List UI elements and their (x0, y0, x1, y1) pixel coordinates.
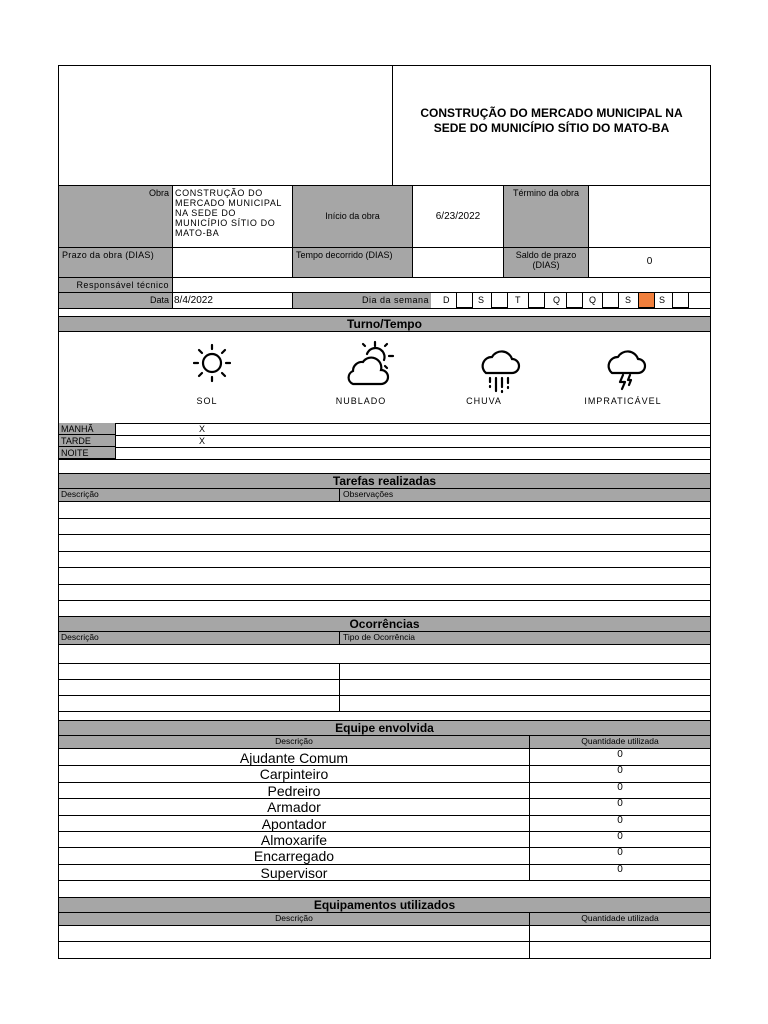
inicio-value: 6/23/2022 (435, 211, 481, 222)
weather-label: CHUVA (466, 396, 502, 406)
rain-cloud-icon[interactable] (477, 349, 521, 397)
grid-line (59, 423, 710, 424)
weekday-letter: D (443, 295, 450, 305)
grid-line (59, 711, 710, 712)
report-title (393, 106, 710, 136)
dia-semana-label: Dia da semana (361, 295, 429, 305)
grid-line (59, 644, 710, 645)
data-label: Data (149, 295, 169, 305)
dia-semana-label-cell (293, 293, 431, 308)
data-value: 8/4/2022 (174, 295, 213, 306)
responsavel-label: Responsável técnico (76, 280, 169, 290)
period-mark[interactable]: X (199, 436, 206, 446)
prazo-label-cell (59, 248, 172, 277)
termino-label-cell (504, 186, 588, 247)
grid-line (59, 584, 710, 585)
grid-line (59, 663, 710, 664)
grid-line (529, 748, 530, 881)
equipamentos-col-quantidade: Quantidade utilizada (529, 913, 710, 925)
grid-line (59, 695, 710, 696)
team-member-role: Pedreiro (267, 782, 321, 799)
data-label-cell (59, 293, 172, 308)
period-label: TARDE (59, 435, 116, 447)
weather-label: SOL (196, 396, 218, 406)
weather-label: NUBLADO (335, 396, 387, 406)
weekday-letter: T (515, 295, 521, 305)
weekday-checkbox[interactable] (672, 292, 689, 308)
team-member-qty[interactable]: 0 (617, 814, 623, 826)
team-member-role: Encarregado (253, 848, 335, 865)
weekday-letter: Q (553, 295, 561, 305)
grid-line (59, 880, 710, 881)
grid-line (339, 663, 340, 711)
team-member-role: Ajudante Comum (239, 750, 349, 766)
title-line-2: SEDE DO MUNICÍPIO SÍTIO DO MATO-BA (433, 121, 670, 135)
ocorrencias-col-descricao: Descrição (59, 632, 339, 644)
grid-line (172, 278, 173, 308)
saldo-value: 0 (646, 256, 653, 267)
decorrido-label-cell (293, 248, 412, 277)
grid-line (59, 447, 710, 448)
team-member-role: Carpinteiro (259, 766, 329, 783)
inicio-label-cell (293, 186, 412, 247)
grid-line (59, 308, 710, 309)
grid-line (59, 567, 710, 568)
grid-line (59, 600, 710, 601)
weekday-checkbox[interactable] (638, 292, 655, 308)
team-member-qty[interactable]: 0 (617, 798, 623, 810)
team-member-qty[interactable]: 0 (617, 831, 623, 842)
weekday-checkbox[interactable] (602, 292, 619, 308)
period-label: MANHÃ (59, 423, 116, 435)
partly-cloudy-icon[interactable] (343, 340, 395, 388)
obra-label-cell (59, 186, 172, 247)
weekday-letter: Q (589, 295, 597, 305)
grid-line (59, 435, 710, 436)
title-line-1: CONSTRUÇÃO DO MERCADO MUNICIPAL NA (420, 106, 683, 120)
weekday-checkbox[interactable] (566, 292, 583, 308)
grid-line (59, 551, 710, 552)
team-member-qty[interactable]: 0 (617, 781, 623, 793)
team-member-qty[interactable]: 0 (617, 749, 623, 760)
weekday-letter: S (659, 295, 666, 305)
storm-cloud-icon[interactable] (603, 345, 647, 393)
weekday-letter: S (478, 295, 485, 305)
sun-icon[interactable] (193, 341, 231, 387)
decorrido-label: Tempo decorrido (DIAS) (296, 250, 393, 260)
daily-report-sheet (58, 65, 711, 959)
weekday-checkbox[interactable] (456, 292, 473, 308)
tarefas-col-descricao: Descrição (59, 489, 339, 501)
grid-line (529, 925, 530, 958)
team-member-qty[interactable]: 0 (617, 863, 623, 875)
team-member-qty[interactable]: 0 (617, 847, 623, 859)
grid-line (59, 534, 710, 535)
grid-line (172, 186, 173, 277)
grid-line (59, 459, 710, 460)
responsavel-label-cell (59, 278, 172, 292)
equipe-col-quantidade: Quantidade utilizada (529, 736, 710, 748)
team-member-role: Supervisor (260, 864, 328, 881)
grid-line (59, 518, 710, 519)
equipe-section-header: Equipe envolvida (59, 720, 710, 736)
period-label: NOITE (59, 447, 116, 459)
ocorrencias-section-header: Ocorrências (59, 616, 710, 632)
grid-line (59, 941, 710, 942)
grid-line (59, 501, 710, 502)
equipamentos-section-header: Equipamentos utilizados (59, 897, 710, 913)
saldo-label: Saldo de prazo (DIAS) (515, 250, 577, 270)
grid-line (59, 679, 710, 680)
grid-line (412, 186, 413, 277)
team-member-role: Armador (267, 799, 321, 816)
saldo-label-cell (504, 248, 588, 277)
inicio-label: Início da obra (325, 211, 380, 221)
team-member-qty[interactable]: 0 (617, 765, 623, 777)
ocorrencias-col-tipo: Tipo de Ocorrência (339, 632, 710, 644)
obra-value: CONSTRUÇÃO DO MERCADO MUNICIPAL NA SEDE DO MUNICÍPIO SÍTIO DO MATO-BA (175, 188, 282, 238)
equipe-col-descricao: Descrição (59, 736, 529, 748)
prazo-label: Prazo da obra (DIAS) (62, 250, 155, 260)
weather-label: IMPRATICÁVEL (584, 396, 662, 406)
period-mark[interactable]: X (199, 424, 206, 434)
weekday-letter: S (625, 295, 632, 305)
team-member-role: Apontador (261, 815, 327, 832)
team-member-role: Almoxarife (260, 832, 328, 848)
obra-label: Obra (148, 188, 169, 198)
equipamentos-col-descricao: Descrição (59, 913, 529, 925)
grid-line (59, 925, 710, 926)
grid-line (503, 186, 504, 277)
tarefas-section-header: Tarefas realizadas (59, 473, 710, 489)
termino-label: Término da obra (512, 188, 580, 198)
weekday-checkbox[interactable] (528, 292, 545, 308)
turno-section-header: Turno/Tempo (59, 316, 710, 332)
weekday-checkbox[interactable] (491, 292, 508, 308)
tarefas-col-observacoes: Observações (339, 489, 710, 501)
